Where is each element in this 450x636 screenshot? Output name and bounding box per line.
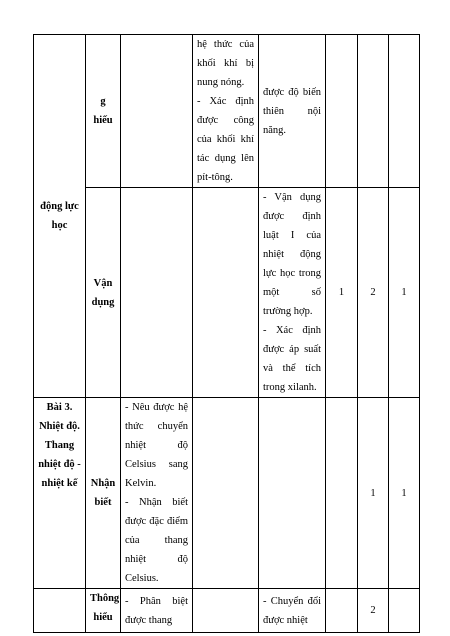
count-cell (326, 589, 358, 633)
level-cell: Vận dụng (86, 188, 121, 398)
level-cell: g hiếu (86, 35, 121, 188)
application-cell: - Chuyển đổi được nhiệt (259, 589, 326, 633)
assessment-matrix-table (33, 34, 420, 633)
count-cell (389, 35, 420, 188)
knowledge-cell (121, 188, 193, 398)
knowledge-text: - Nhận biết được đặc điểm của thang nhiệt độ Celsius. (125, 497, 188, 584)
topic-cell: động lực học (34, 35, 86, 398)
understanding-cell (193, 398, 259, 589)
knowledge-text: - Nêu được hệ thức chuyển nhiệt độ Celsius sang Kelvin. (125, 402, 188, 489)
knowledge-cell (121, 35, 193, 188)
application-cell (259, 188, 326, 398)
count-cell (326, 398, 358, 589)
understanding-text: - Xác định được công của khối khí tác dụng lên pít-tông. (197, 96, 254, 183)
topic-cell: Bài 3. Nhiệt độ. Thang nhiệt độ - nhiệt kế (34, 398, 86, 589)
count-cell (358, 35, 389, 188)
count-cell (326, 35, 358, 188)
table-row (34, 188, 420, 398)
application-text: - Xác định được áp suất và thể tích trong xilanh. (263, 325, 321, 393)
count-cell: 2 (358, 589, 389, 633)
level-cell: Nhận biết (86, 398, 121, 589)
count-cell: 1 (326, 188, 358, 398)
understanding-cell (193, 35, 259, 188)
level-cell: Thông hiểu (86, 589, 121, 633)
count-cell: 1 (389, 188, 420, 398)
table-row (34, 35, 420, 188)
understanding-cell (193, 188, 259, 398)
application-cell: được độ biến thiên nội năng. (259, 35, 326, 188)
count-cell (389, 589, 420, 633)
application-cell (259, 398, 326, 589)
topic-cell (34, 589, 86, 633)
table-row (34, 398, 420, 589)
count-cell: 2 (358, 188, 389, 398)
table-row (34, 589, 420, 633)
understanding-text: hệ thức của khối khí bị nung nóng. (197, 39, 254, 88)
understanding-cell (193, 589, 259, 633)
count-cell: 1 (389, 398, 420, 589)
knowledge-cell: - Phân biệt được thang (121, 589, 193, 633)
count-cell: 1 (358, 398, 389, 589)
application-text: - Vận dụng được định luật I của nhiệt động lực học trong một số trường hợp. (263, 192, 321, 317)
knowledge-cell (121, 398, 193, 589)
